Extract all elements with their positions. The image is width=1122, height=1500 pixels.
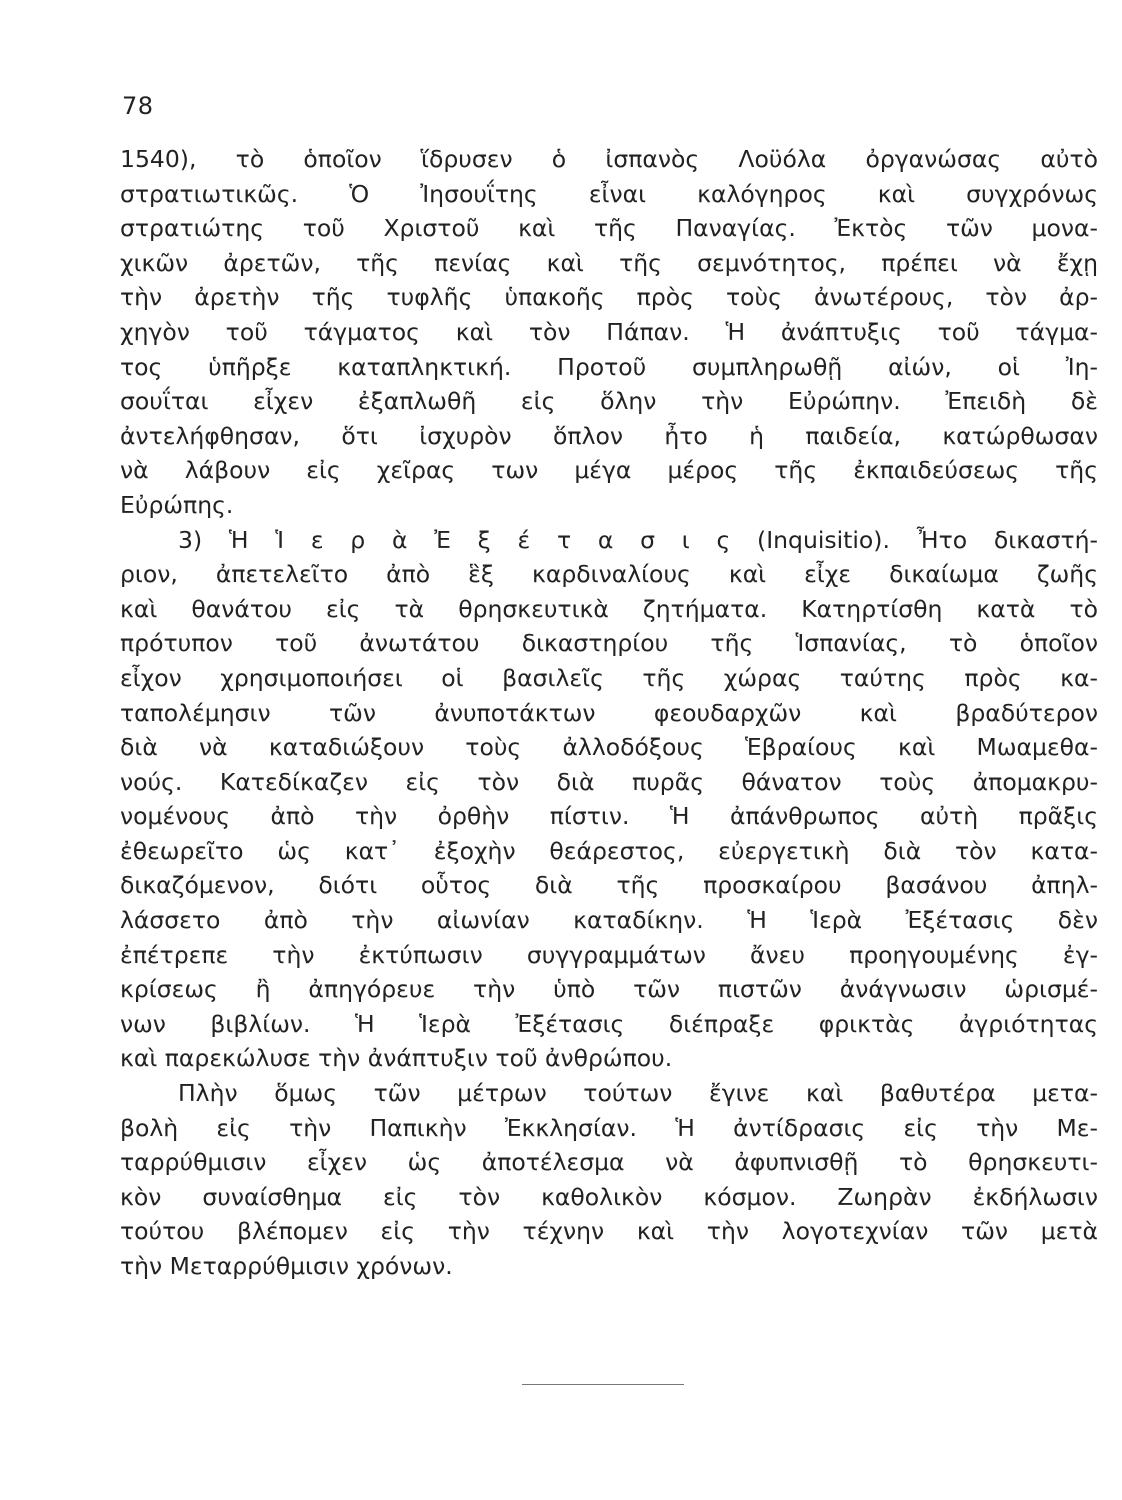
text-line: βολὴ εἰς τὴν Παπικὴν Ἐκκλησίαν. Ἡ ἀντίδρασις εἰς τὴν Με- [120, 1113, 1098, 1142]
text-line: 1540), τὸ ὁποῖον ἵδρυσεν ὁ ἰσπανὸς Λοϋόλα ὀργανώσας αὐτὸ [120, 145, 1098, 173]
text-line: λάσσετο ἀπὸ τὴν αἰωνίαν καταδίκην. Ἡ Ἱερὰ Ἐξέτασις δὲν [120, 906, 1098, 935]
text-line: ἐπέτρεπε τὴν ἐκτύπωσιν συγγραμμάτων ἄνευ προηγουμένης ἐγ- [120, 940, 1098, 969]
text-line: χηγὸν τοῦ τάγματος καὶ τὸν Πάπαν. Ἡ ἀνάπτυξις τοῦ τάγμα- [120, 317, 1098, 346]
text-line: τος ὑπῆρξε καταπληκτική. Προτοῦ συμπληρωθῇ αἰών, οἱ Ἰη- [120, 352, 1098, 381]
text-line: ταρρύθμισιν εἶχεν ὡς ἀποτέλεσμα νὰ ἀφυπνισθῇ τὸ θρησκευτι- [120, 1148, 1098, 1177]
text-line: ριον, ἀπετελεῖτο ἀπὸ ἓξ καρδιναλίους καὶ εἶχε δικαίωμα ζωῆς [120, 560, 1098, 589]
text-line: χικῶν ἀρετῶν, τῆς πενίας καὶ τῆς σεμνότητος, πρέπει νὰ ἔχῃ [120, 248, 1098, 277]
text-line: ἀντελήφθησαν, ὅτι ἰσχυρὸν ὅπλον ἦτο ἡ παιδεία, κατώρθωσαν [120, 421, 1098, 450]
text-line: δικαζόμενον, διότι οὗτος διὰ τῆς προσκαίρου βασάνου ἀπηλ- [120, 871, 1098, 900]
text-line: 3) Ἡ Ἱ ε ρ ὰ Ἐ ξ έ τ α σ ι ς (Inquisitio). Ἦτο δικαστή- [178, 525, 1098, 554]
paragraph [120, 1076, 1098, 1284]
text-line: στρατιωτικῶς. Ὁ Ἰησουΐτης εἶναι καλόγηρος καὶ συγχρόνως [120, 179, 1098, 208]
text-line: κρίσεως ἢ ἀπηγόρευε τὴν ὑπὸ τῶν πιστῶν ἀνάγνωσιν ὡρισμέ- [120, 975, 1098, 1004]
paragraph [120, 523, 1098, 1077]
bottom-rule [522, 1384, 684, 1385]
text-line: νομένους ἀπὸ τὴν ὀρθὴν πίστιν. Ἡ ἀπάνθρωπος αὐτὴ πρᾶξις [120, 802, 1098, 831]
paragraph [120, 142, 1098, 523]
text-line: τούτου βλέπομεν εἰς τὴν τέχνην καὶ τὴν λογοτεχνίαν τῶν μετὰ [120, 1217, 1098, 1246]
page-body [120, 142, 1098, 1284]
text-line: νων βιβλίων. Ἡ Ἱερὰ Ἐξέτασις διέπραξε φρικτὰς ἀγριότητας [120, 1009, 1098, 1038]
text-line: νὰ λάβουν εἰς χεῖρας των μέγα μέρος τῆς ἐκπαιδεύσεως τῆς [120, 456, 1098, 485]
text-line: διὰ νὰ καταδιώξουν τοὺς ἀλλοδόξους Ἑβραίους καὶ Μωαμεθα- [120, 733, 1098, 762]
text-line: Πλὴν ὅμως τῶν μέτρων τούτων ἔγινε καὶ βαθυτέρα μετα- [178, 1079, 1098, 1108]
text-line: καὶ παρεκώλυσε τὴν ἀνάπτυξιν τοῦ ἀνθρώπου. [120, 1044, 673, 1073]
text-line: εἶχον χρησιμοποιήσει οἱ βασιλεῖς τῆς χώρας ταύτης πρὸς κα- [120, 663, 1098, 692]
text-line: στρατιώτης τοῦ Χριστοῦ καὶ τῆς Παναγίας. Ἐκτὸς τῶν μονα- [120, 214, 1098, 243]
text-line: ἐθεωρεῖτο ὡς κατ᾽ ἐξοχὴν θεάρεστος, εὐεργετικὴ διὰ τὸν κατα- [120, 836, 1098, 865]
text-line: ταπολέμησιν τῶν ἀνυποτάκτων φεουδαρχῶν καὶ βραδύτερον [120, 698, 1098, 727]
text-line: τὴν Μεταρρύθμισιν χρόνων. [120, 1252, 453, 1280]
text-line: πρότυπον τοῦ ἀνωτάτου δικαστηρίου τῆς Ἱσπανίας, τὸ ὁποῖον [120, 629, 1098, 658]
page-number: 78 [122, 92, 154, 120]
text-line: σουΐται εἶχεν ἐξαπλωθῆ εἰς ὅλην τὴν Εὐρώπην. Ἐπειδὴ δὲ [120, 387, 1098, 416]
text-line: νούς. Κατεδίκαζεν εἰς τὸν διὰ πυρᾶς θάνατον τοὺς ἀπομακρυ- [120, 767, 1098, 796]
text-line: καὶ θανάτου εἰς τὰ θρησκευτικὰ ζητήματα. Κατηρτίσθη κατὰ τὸ [120, 594, 1098, 623]
text-line: τὴν ἀρετὴν τῆς τυφλῆς ὑπακοῆς πρὸς τοὺς ἀνωτέρους, τὸν ἀρ- [120, 283, 1098, 312]
text-line: κὸν συναίσθημα εἰς τὸν καθολικὸν κόσμον. Ζωηρὰν ἐκδήλωσιν [120, 1182, 1098, 1211]
text-line: Εὐρώπης. [120, 490, 234, 519]
